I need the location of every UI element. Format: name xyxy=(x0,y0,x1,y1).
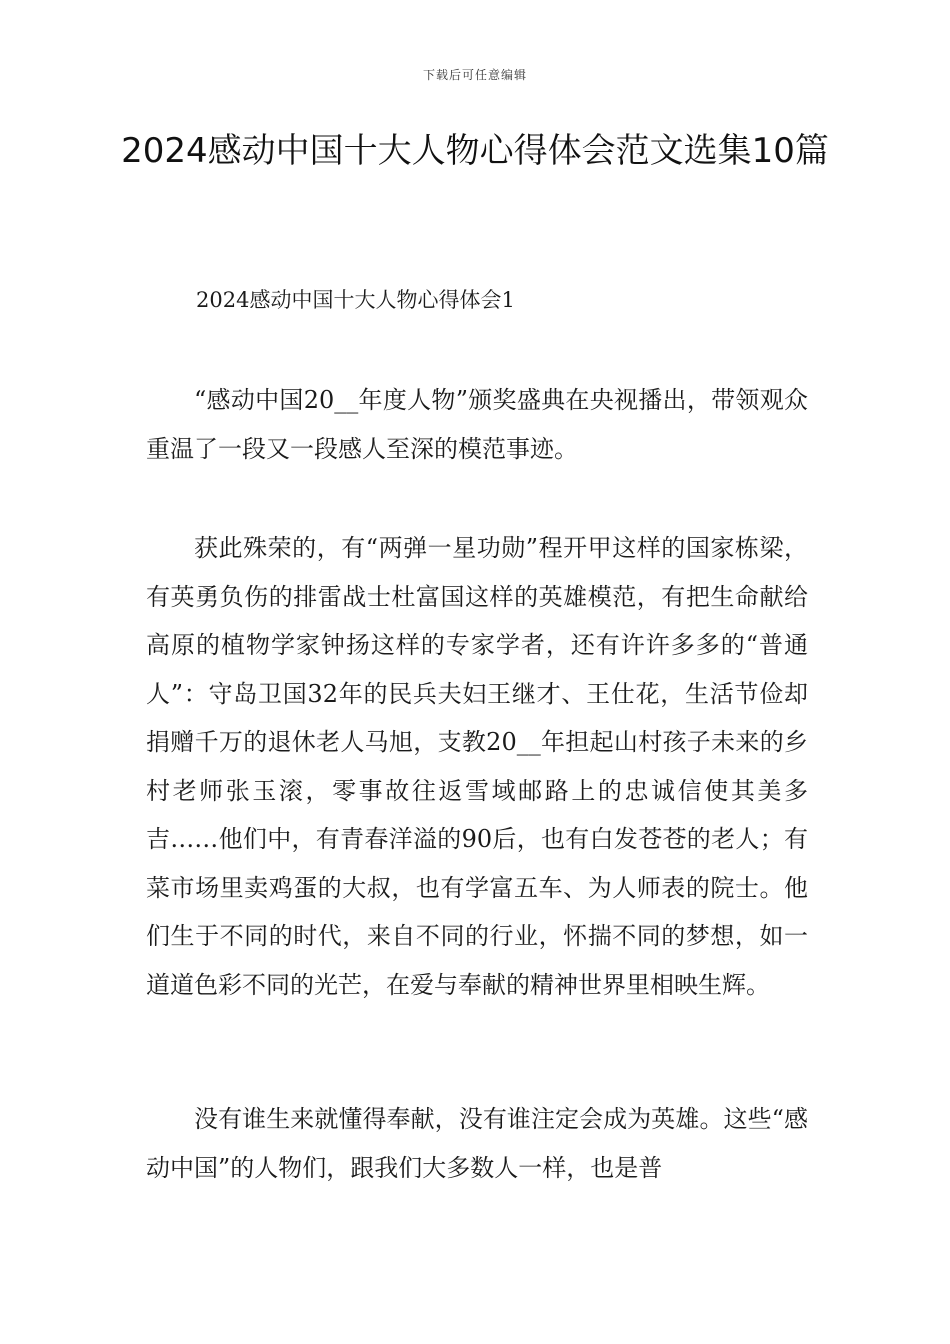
paragraph-2: 获此殊荣的，有“两弹一星功勋”程开甲这样的国家栋梁，有英勇负伤的排雷战士杜富国这样的英雄模范，有把生命献给高原的植物学家钟扬这样的专家学者，还有许许多多的“普通人”：守岛卫国32年的民兵夫妇王继才、王仕花，生活节俭却捐赠千万的退休老人马旭，支教20__年担起山村孩子未来的乡村老师张玉滚，零事故往返雪域邮路上的忠诚信使其美多吉……他们中，有青春洋溢的90后，也有白发苍苍的老人；有菜市场里卖鸡蛋的大叔，也有学富五车、为人师表的院士。他们生于不同的时代，来自不同的行业，怀揣不同的梦想，如一道道色彩不同的光芒，在爱与奉献的精神世界里相映生辉。 xyxy=(146,534,808,999)
download-editable-note: 下载后可任意编辑 xyxy=(422,68,527,82)
paragraph-1: “感动中国20__年度人物”颁奖盛典在央视播出，带领观众重温了一段又一段感人至深的模范事迹。 xyxy=(146,386,808,463)
document-title: 2024感动中国十大人物心得体会范文选集10篇 xyxy=(121,131,829,171)
section-heading: 2024感动中国十大人物心得体会1 xyxy=(196,288,515,312)
paragraph-3: 没有谁生来就懂得奉献，没有谁注定会成为英雄。这些“感动中国”的人物们，跟我们大多数人一样，也是普 xyxy=(146,1105,808,1182)
